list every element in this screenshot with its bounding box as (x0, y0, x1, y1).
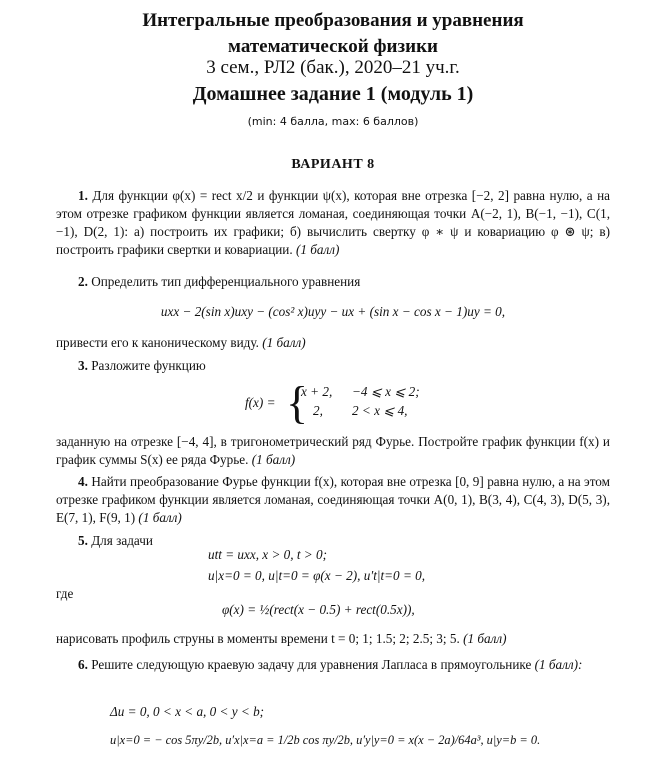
task-4 (56, 473, 610, 527)
task-5-eq-3: φ(x) = ½(rect(x − 0.5) + rect(0.5x)), (222, 602, 415, 617)
task-3-case1-cond: −4 ⩽ x ⩽ 2; (352, 384, 420, 399)
title-line-1: Интегральные преобразования и уравнения (142, 10, 524, 31)
task-2-equation: uxx − 2(sin x)uxy − (cos² x)uyy − ux + (sin x − cos x − 1)uy = 0, (160, 304, 506, 319)
task-1-score: (1 балл) (295, 242, 340, 257)
assignment-title: Домашнее задание 1 (модуль 1) (192, 83, 474, 105)
task-5-where: где (56, 586, 74, 601)
task-5 (56, 532, 610, 550)
task-5-after (56, 630, 610, 648)
title (0, 8, 666, 60)
variant-heading: ВАРИАНТ 8 (291, 157, 375, 172)
task-3-brace: { (286, 377, 309, 428)
task-3 (56, 357, 610, 375)
task-6-eq-1: Δu = 0, 0 < x < a, 0 < y < b; (110, 704, 265, 719)
task-4-text: Найти преобразование Фурье функции f(x), которая вне отрезка [0, 9] равна нулю, а на этом отрезке графиком функции является ломаная, соединяющая точки A(0, 1), B(3, 4), C(4, 3), D(5, 3), E(7, 1), F(9, 1) (56, 474, 610, 525)
task-3-case2-expr: 2, (313, 403, 323, 418)
task-5-score: (1 балл) (463, 631, 507, 646)
task-5-after-text: нарисовать профиль струны в моменты времени t = 0; 1; 1.5; 2; 2.5; 3; 5. (56, 631, 460, 646)
task-4-number: 4. (78, 474, 88, 489)
task-3-case1-expr: x + 2, (301, 384, 333, 399)
task-5-text: Для задачи (91, 533, 153, 548)
task-1 (56, 187, 610, 259)
task-2 (56, 273, 610, 291)
task-5-number: 5. (78, 533, 88, 548)
task-2-score: (1 балл) (262, 335, 306, 350)
title-line-2: математической физики (228, 36, 438, 57)
task-2-after-text: привести его к каноническому виду. (56, 335, 259, 350)
task-6 (56, 656, 610, 674)
task-2-text: Определить тип дифференциального уравнения (91, 274, 361, 289)
task-6-number: 6. (78, 657, 88, 672)
task-3-f-label: f(x) = (245, 395, 276, 410)
course-line: 3 сем., РЛ2 (бак.), 2020–21 уч.г. (206, 57, 460, 78)
task-6-eq-2: u|x=0 = − cos 5πy/2b, u′x|x=a = 1/2b cos πy/2b, u′y|y=0 = x(x − 2a)/64a³, u|y=b = 0. (110, 733, 541, 747)
task-3-number: 3. (78, 358, 88, 373)
task-4-score: (1 балл) (138, 510, 182, 525)
points-range: (min: 4 балла, max: 6 баллов) (247, 115, 419, 128)
task-3-score: (1 балл) (251, 452, 296, 467)
task-2-number: 2. (78, 274, 88, 289)
task-2-after (56, 334, 610, 352)
task-1-text: Для функции φ(x) = rect x/2 и функции ψ(x), которая вне отрезка [−2, 2] равна нулю, а на этом отрезке графиком функции является ломаная, соединяющая точки A(−2, 1), B(−1, −1), C(1, −1), D(2, 1): а) построить их графики; б) вычислить свертку φ ∗ ψ и ковариацию φ ⊛ ψ; в) построить графики свертки и ковариации. (56, 188, 611, 257)
task-5-eq-1: utt = uxx, x > 0, t > 0; (208, 547, 327, 562)
task-5-eq-2: u|x=0 = 0, u|t=0 = φ(x − 2), u′t|t=0 = 0, (208, 568, 426, 583)
task-6-score: (1 балл): (534, 657, 583, 672)
task-1-number: 1. (78, 188, 88, 203)
task-3-case2-cond: 2 < x ⩽ 4, (352, 403, 408, 418)
task-3-text: Разложите функцию (91, 358, 206, 373)
task-6-text: Решите следующую краевую задачу для уравнения Лапласа в прямоугольнике (91, 657, 532, 672)
task-3-after (56, 433, 610, 469)
task-3-after-text: заданную на отрезке [−4, 4], в тригонометрический ряд Фурье. Постройте график функции f(x) и график суммы S(x) ее ряда Фурье. (56, 434, 610, 467)
